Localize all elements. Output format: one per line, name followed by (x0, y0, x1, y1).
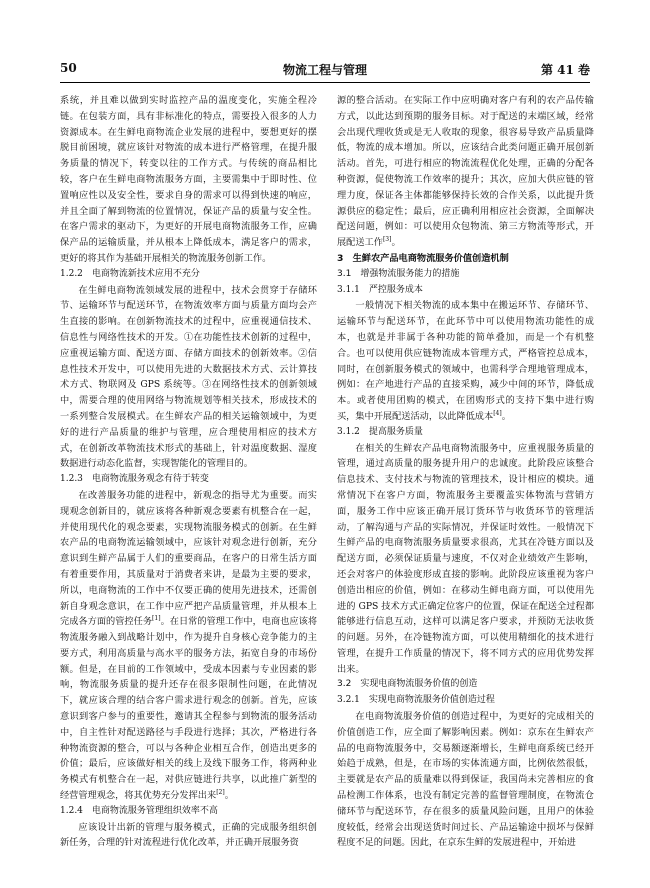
paragraph-continued (337, 93, 594, 251)
paragraph-text: 源的整合活动。在实际工作中应明确对客户有利的农产品传输方式，以此达到预期的服务目标。对于配送的末端区域，经常会出现代理收货或是无人收取的现象，很容易导致产品质量降低，物流的成本增加。所以，应该结合此类问题正确开展创新活动。首先，可进行相应的物流流程优化处理，正确的分配各种资源，促使物流工作效率的提升；其次，应加大供应链的管理力度，保证各主体都能够保持长效的合作关系，以此提升货源供应的稳定性；最后，应正确利用相应社会资源，全面解决配送问题，例如：可以使用众包物流、第三方物流等形式，开展配送工作 (337, 95, 594, 249)
paragraph: 在电商物流服务价值的创造过程中，为更好的完成相关的价值创造工作，应全面了解影响因素。例如：京东在生鲜农产品的电商物流服务中，交易额逐渐增长，生鲜电商系统已经开始趋于成熟，但是，在市场的实体流通方面，比例依然很低，主要就是农产品的质量难以得到保证，我国尚未完善相应的食品检测工作体系，也没有制定完善的监督管理制度，在物流仓储环节与配送环节，存在很多的质量风险问题，且用户的体验度较低，经常会出现送货时间过长、产品运输途中损坏与保鲜程度不足的问题。因此，在京东生鲜的发展进程中，开始进 (337, 711, 594, 849)
journal-title: 物流工程与管理 (282, 63, 367, 77)
subsection-heading-3-2-1: 3.2.1 实现电商物流服务价值创造过程 (337, 695, 495, 706)
running-header (60, 61, 590, 79)
subsection-heading-3-1-2: 3.1.2 提高服务质量 (337, 426, 423, 437)
paragraph-continued: 系统，并且难以做到实时监控产品的温度变化，实施全程冷链。在包装方面，具有非标准化的特点，需要投入很多的人力资源成本。在生鲜电商物流企业发展的进程中，要想更好的摆脱目前困境，就应该针对物流的成本进行严格管理，在提升服务质量的情况下，转变以往的工作方式。与传统的商品相比较，客户在生鲜电商物流服务方面，主要需集中于即时性、位置响应性以及安全性，要求自身的需求可以得到快速的响应，并且全面了解到物流的位置情况，保证产品的质量与安全性。在客户需求的驱动下，为更好的开展电商物流服务工作，应确保产品的运输质量，并从根本上降低成本，满足客户的需求，更好的将其作为基础开展相关的物流服务创新工作。 (60, 95, 317, 264)
paragraph-with-citation (337, 298, 594, 424)
header-rule (60, 82, 590, 83)
paragraph-text: 。 (501, 410, 511, 422)
section-heading-3: 3 生鲜农产品电商物流服务价值创造机制 (337, 252, 509, 264)
paragraph: 在生鲜电商物流领域发展的进程中，技术会贯穿于存储环节、运输环节与配送环节，在物流效率方面与质量方面均会产生直接的影响。在创新物流技术的过程中，应重视通信技术、信息性与网络性技术的开发。①在功能性技术创新的过程中，应重视运输方面、配送方面、存储方面技术的创新效率。②信息性技术开发中，可以使用先进的大数据技术方式、云计算技术方式、物联网及 GPS 系统等。③在网络性技术的创新领域中，需要合理的使用网络与物流规划等相关技术，形成技术的一系列整合发展模式。在生鲜农产品的相关运输领域中，为更好的进行产品质量的维护与管理，应合理使用相应的技术方式，在创新改革物流技术形式的基础上，针对温度数据、湿度数据进行动态化监督，实现智能化的管理目的。 (60, 284, 317, 470)
paragraph-text: 。 (224, 790, 234, 802)
subsection-heading-1-2-2: 1.2.2 电商物流新技术应用不充分 (60, 268, 200, 279)
subsection-heading-1-2-3: 1.2.3 电商物流服务观念有待于转变 (60, 474, 209, 485)
paragraph-text: 一般情况下相关物流的成本集中在搬运环节、存储环节、运输环节与配送环节，在此环节中可以使用物流功能性的成本，也就是并非属于各种功能的简单叠加，而是一个有机整合。也可以使用供应链物流成本管理方式，严格管控总成本，同时，在创新服务模式的领域中，也需科学合理地管理成本，例如：在产地进行产品的直接采购，减少中间的环节，降低成本。或者使用团购的模式，在团购形式的支持下集中进行购买，集中开展配送活动，以此降低成本 (337, 300, 594, 422)
citation-ref-3[interactable]: [3] (382, 236, 392, 244)
citation-ref-1[interactable]: [1] (152, 615, 161, 623)
subsection-heading-3-1: 3.1 增强物流服务能力的措施 (337, 268, 460, 279)
paragraph-text: 。 (391, 237, 401, 249)
subsection-heading-1-2-4: 1.2.4 电商物流服务管理组织效率不高 (60, 805, 218, 816)
volume-label: 第 41 卷 (540, 63, 590, 77)
paragraph: 应该设计出新的管理与服务模式，正确的完成服务组织创新任务，合理的针对流程进行优化改革，并正确开展服务资 (60, 821, 317, 849)
subsection-heading-3-1-1: 3.1.1 严控服务成本 (337, 284, 423, 295)
paragraph: 在相关的生鲜农产品电商物流服务中，应重视服务质量的管理，通过高质量的服务提升用户的忠诚度。此阶段应该整合信息技术、支付技术与物流的管理技术，设计相应的模块。通常情况下在客户方面，物流服务主要覆盖实体物流与营销方面，服务工作中应该正确开展订货环节与收货环节的管理活动，了解沟通与产品的实际情况，并保证时效性。一般情况下生鲜产品的电商物流服务质量要求很高，尤其在冷链方面以及配送方面，必须保证质量与速度，不仅对企业绩效产生影响，还会对客户的体验度形成直接的影响。此阶段应该重视为客户创造出相应的价值，例如：在移动生鲜电商方面，可以使用先进的 GPS 技术方式正确定位客户的位置，保证在配送全过程都能够进行信息互动，这样可以满足客户要求，并预防无法收货的问题。另外，在冷链物流方面，可以使用精细化的技术进行管理，在提升工作质量的情况下，将不同方式的应用优势发挥出来。 (337, 442, 594, 675)
right-column (337, 93, 594, 873)
subsection-heading-3-2: 3.2 实现电商物流服务价值的创造 (337, 679, 478, 690)
paragraph-with-citations (60, 488, 317, 804)
paragraph-text: 。在日常的管理工作中，电商也应该将物流服务融入到战略计划中，作为提升自身核心竞争能力的主要方式，利用高质量与高水平的服务方法，拓宽自身的市场份额。但是，在目前的工作领域中，受成本因素与专业因素的影响，物流服务质量的提升还存在很多限制性问题，在此情况下，就应该合理的结合客户需求进行观念的创新。首先，应该意识到客户参与的重要性，邀请其全程参与到物流的服务活动中，自主性针对配送路径与手段进行选择；其次，严格进行各种物流资源的整合，可以与各种企业相互合作，创造出更多的价值；最后，应该做好相关的线上及线下服务工作，将两种业务模式有机整合在一起，对供应链进行共享，以此推广新型的经营管理观念，将其优势充分发挥出来 (60, 616, 317, 802)
left-column (60, 93, 317, 873)
paragraph-text: 在改善服务功能的进程中，新观念的指导尤为重要。而实现观念创新目的，就应该将各种新观念要素有机整合在一起，并使用现代化的观念要素，实现物流服务模式的创新。在生鲜农产品的电商物流运输领域中，应该针对观念进行创新，充分意识到生鲜产品属于人们的重要商品，在客户的日常生活方面有着重要作用，其质量对于消费者来讲，是最为主要的要求，所以，电商物流的工作中不仅要正确的使用先进技术，还需创新自身观念意识，在工作中应严把产品质量管理，并从根本上完成各方面的管控任务 (60, 489, 317, 628)
page-number: 50 (60, 61, 77, 75)
citation-ref-4[interactable]: [4] (493, 409, 502, 417)
citation-ref-2[interactable]: [2] (216, 789, 225, 796)
